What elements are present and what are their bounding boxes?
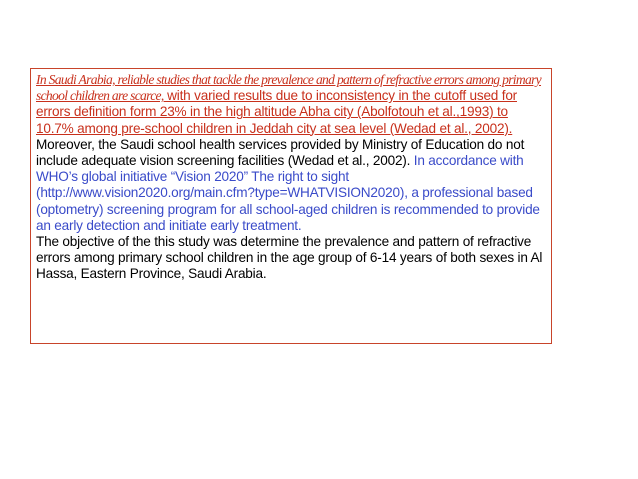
black-text: Moreover, the Saudi school health services provided by Ministry of Education do not include adequate vision screening facilities (Wedad et al., 2002). (36, 136, 525, 169)
blue-text: In accordance with WHO’s global initiative “Vision 2020” The right to sight (http://www.vision2020.org/main.cfm?type=WHATVISION2020), a professional based (optometry) screening program for all school-aged children is recommended to provide an early detection and initiate early treatment. (36, 153, 540, 233)
paragraph-background (36, 72, 547, 234)
paragraph-objective: The objective of the this study was determine the prevalence and pattern of refractive errors among primary school children in the age group of 6-14 years of both sexes in Al Hassa, Eastern Province, Saudi Arabia. (36, 234, 543, 282)
script-lead-text: In Saudi Arabia, reliable studies that tackle the prevalence and pattern of refractive errors among primary school children are scarce, (36, 72, 542, 104)
text-box (30, 68, 552, 344)
red-underlined-text: with varied results due to inconsistency in the cutoff used for errors definition form 23% in the high altitude Abha city (Abolfotouh et al.,1993) to 10.7% among pre-school children in Jeddah city at sea level (Wedad et al., 2002). (36, 88, 517, 136)
